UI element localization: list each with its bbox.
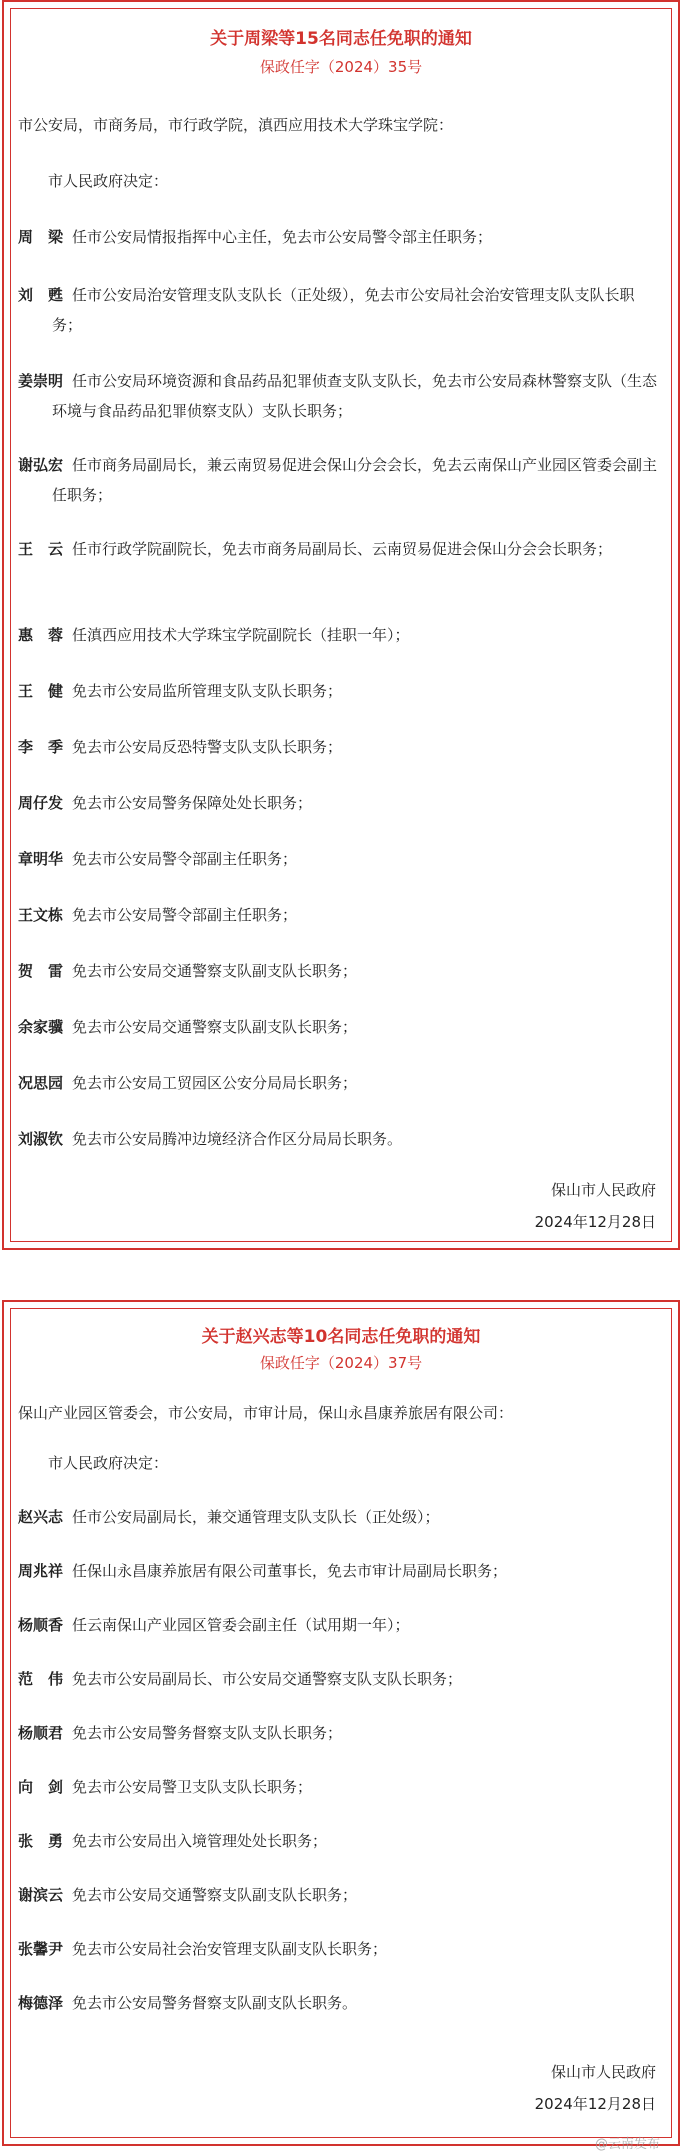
person-name: 梅德泽 (18, 1994, 64, 2012)
appointment-item (18, 222, 664, 252)
appointment-text: 任滇西应用技术大学珠宝学院副院长（挂职一年）； (72, 626, 410, 644)
decision-intro: 市人民政府决定： (48, 172, 169, 190)
appointment-text: 免去市公安局警务督察支队支队长职务； (72, 1724, 343, 1742)
signature-org: 保山市人民政府 (550, 1181, 656, 1199)
person-name: 李 季 (18, 738, 64, 756)
appointment-item (18, 956, 664, 986)
appointment-item (18, 1610, 664, 1640)
doc-number: 保政任字（2024）37号 (259, 1354, 423, 1372)
appointment-text: 任市公安局治安管理支队支队长（正处级），免去市公安局社会治安管理支队支队长职务； (52, 286, 635, 334)
person-name: 张馨尹 (18, 1940, 64, 1958)
person-name: 谢滨云 (18, 1886, 64, 1904)
person-name: 杨顺香 (18, 1616, 64, 1634)
person-name: 张 勇 (18, 1832, 64, 1850)
appointment-text: 免去市公安局腾冲边境经济合作区分局局长职务。 (72, 1130, 403, 1148)
appointment-item (18, 1012, 664, 1042)
appointment-text: 免去市公安局出入境管理处处长职务； (72, 1832, 328, 1850)
person-name: 向 剑 (18, 1778, 64, 1796)
doc-number: 保政任字（2024）35号 (259, 58, 423, 76)
person-name: 谢弘宏 (18, 456, 64, 474)
appointment-text: 免去市公安局交通警察支队副支队长职务； (72, 1018, 358, 1036)
person-name: 周兆祥 (18, 1562, 64, 1580)
appointment-item (18, 1718, 664, 1748)
appointment-text: 免去市公安局警务督察支队副支队长职务。 (72, 1994, 358, 2012)
appointment-text: 任市公安局环境资源和食品药品犯罪侦查支队支队长，免去市公安局森林警察支队（生态环境与食品药品犯罪侦察支队）支队长职务； (52, 372, 658, 420)
appointment-item (18, 450, 664, 510)
appointment-item (18, 1664, 664, 1694)
appointment-text: 任市行政学院副院长，免去市商务局副局长、云南贸易促进会保山分会会长职务； (72, 540, 613, 558)
appointment-text: 免去市公安局社会治安管理支队副支队长职务； (72, 1940, 388, 1958)
person-name: 章明华 (18, 850, 64, 868)
appointment-text: 免去市公安局交通警察支队副支队长职务； (72, 1886, 358, 1904)
appointment-text: 任市公安局副局长，兼交通管理支队支队长（正处级）； (72, 1508, 440, 1526)
appointment-item (18, 1068, 664, 1098)
person-name: 王文栋 (18, 906, 64, 924)
signature-org: 保山市人民政府 (550, 2063, 656, 2081)
person-name: 况思园 (18, 1074, 64, 1092)
signature-date: 2024年12月28日 (534, 2095, 656, 2113)
person-name: 周 梁 (18, 228, 64, 246)
notice-37 (2, 1300, 680, 2146)
appointment-text: 免去市公安局警卫支队支队长职务； (72, 1778, 313, 1796)
appointment-text: 免去市公安局监所管理支队支队长职务； (72, 682, 343, 700)
appointment-item (18, 788, 664, 818)
appointment-item (18, 1772, 664, 1802)
person-name: 王 云 (18, 540, 64, 558)
addressee: 保山产业园区管委会，市公安局，市审计局，保山永昌康养旅居有限公司： (18, 1404, 514, 1422)
appointment-text: 免去市公安局副局长、市公安局交通警察支队支队长职务； (72, 1670, 463, 1688)
appointment-text: 任云南保山产业园区管委会副主任（试用期一年）； (72, 1616, 410, 1634)
person-name: 余家骥 (18, 1018, 64, 1036)
person-name: 赵兴志 (18, 1508, 64, 1526)
decision-intro: 市人民政府决定： (48, 1454, 169, 1472)
notice-title: 关于周梁等15名同志任免职的通知 (210, 29, 472, 49)
appointment-item (18, 676, 664, 706)
watermark: @云南发布 (594, 2137, 660, 2152)
signature-date: 2024年12月28日 (534, 1213, 656, 1231)
appointment-text: 免去市公安局反恐特警支队支队长职务； (72, 738, 343, 756)
appointment-text: 任市公安局情报指挥中心主任，免去市公安局警令部主任职务； (72, 228, 493, 246)
appointment-item (18, 534, 664, 564)
appointment-item (18, 1556, 664, 1586)
appointment-text: 免去市公安局交通警察支队副支队长职务； (72, 962, 358, 980)
person-name: 贺 雷 (18, 962, 64, 980)
person-name: 刘 甦 (18, 286, 64, 304)
appointment-item (18, 1880, 664, 1910)
appointment-item (18, 1934, 664, 1964)
notice-title: 关于赵兴志等10名同志任免职的通知 (201, 1327, 481, 1347)
notice-35 (2, 0, 680, 1250)
person-name: 范 伟 (18, 1670, 64, 1688)
person-name: 惠 蓉 (18, 626, 64, 644)
person-name: 姜崇明 (18, 372, 64, 390)
appointment-item (18, 620, 664, 650)
appointment-text: 免去市公安局警令部副主任职务； (72, 850, 298, 868)
person-name: 周仔发 (18, 794, 64, 812)
appointment-item (18, 1826, 664, 1856)
appointment-text: 免去市公安局警令部副主任职务； (72, 906, 298, 924)
appointment-item (18, 1502, 664, 1532)
appointment-text: 任市商务局副局长，兼云南贸易促进会保山分会会长，免去云南保山产业园区管委会副主任职务； (52, 456, 658, 504)
person-name: 王 健 (18, 682, 64, 700)
appointment-item (18, 732, 664, 762)
appointment-item (18, 844, 664, 874)
appointment-item (18, 900, 664, 930)
appointment-item (18, 1124, 664, 1154)
appointment-item (18, 280, 664, 340)
person-name: 刘淑钦 (18, 1130, 64, 1148)
appointment-item (18, 1988, 664, 2018)
appointment-text: 免去市公安局工贸园区公安分局局长职务； (72, 1074, 358, 1092)
appointment-item (18, 366, 664, 426)
appointment-text: 任保山永昌康养旅居有限公司董事长，免去市审计局副局长职务； (72, 1562, 508, 1580)
person-name: 杨顺君 (18, 1724, 64, 1742)
appointment-text: 免去市公安局警务保障处处长职务； (72, 794, 313, 812)
addressee: 市公安局，市商务局，市行政学院，滇西应用技术大学珠宝学院： (18, 116, 454, 134)
